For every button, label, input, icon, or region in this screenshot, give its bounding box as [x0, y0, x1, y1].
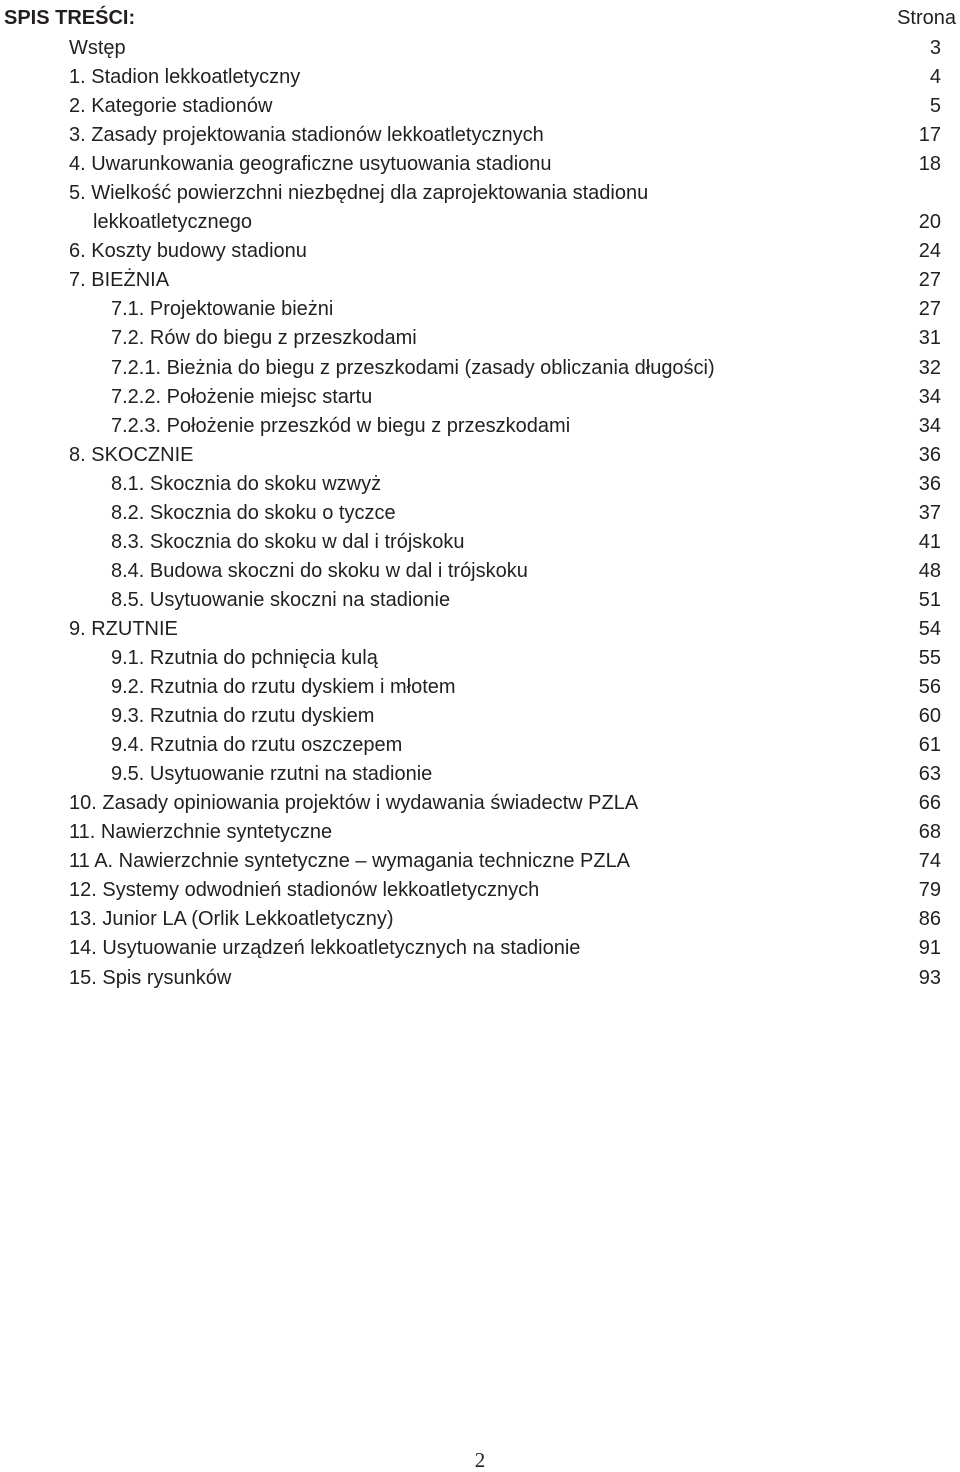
toc-entry[interactable] [0, 557, 960, 586]
toc-entry-label: 8.3. Skocznia do skoku w dal i trójskoku [111, 530, 465, 553]
toc-entry-page: 5 [929, 95, 941, 118]
toc-entry-page: 66 [918, 792, 941, 815]
toc-entry-label: 11 A. Nawierzchnie syntetyczne – wymagania techniczne PZLA [69, 850, 631, 873]
toc-entry[interactable] [0, 615, 960, 644]
toc-entry-label: 15. Spis rysunków [69, 966, 232, 989]
toc-entry-label: 14. Usytuowanie urządzeń lekkoatletycznych na stadionie [69, 937, 581, 960]
toc-entry[interactable] [0, 121, 960, 150]
toc-entry-page: 17 [918, 124, 941, 147]
toc-entry-page: 74 [918, 850, 941, 873]
toc-entry-label: 8.5. Usytuowanie skoczni na stadionie [111, 588, 451, 611]
toc-entry[interactable] [0, 673, 960, 702]
toc-entry-page: 34 [918, 385, 941, 408]
toc-entry[interactable] [0, 179, 960, 208]
toc-entry-page: 27 [918, 269, 941, 292]
toc-entry-label: 7.2. Rów do biegu z przeszkodami [111, 327, 417, 350]
toc-entry-label: 9.1. Rzutnia do pchnięcia kulą [111, 646, 378, 669]
toc-entry-label: 10. Zasady opiniowania projektów i wydawania świadectw PZLA [69, 792, 639, 815]
toc-title: SPIS TREŚCI: [4, 7, 136, 29]
toc-entry-page: 36 [918, 472, 941, 495]
toc-entry-label: 9.3. Rzutnia do rzutu dyskiem [111, 705, 375, 728]
toc-entry-label: 2. Kategorie stadionów [69, 95, 273, 118]
toc-entry-page: 55 [918, 646, 941, 669]
toc-entry-label: 4. Uwarunkowania geograficzne usytuowania stadionu [69, 153, 552, 176]
toc-entry-label: 7.2.2. Położenie miejsc startu [111, 385, 373, 408]
toc-entry-label: 9.4. Rzutnia do rzutu oszczepem [111, 734, 403, 757]
toc-entry[interactable] [0, 92, 960, 121]
toc-entry-label: 12. Systemy odwodnień stadionów lekkoatletycznych [69, 879, 540, 902]
toc-entry-page: 20 [918, 211, 941, 234]
toc-entry[interactable] [0, 964, 960, 993]
toc-entry-page: 93 [918, 966, 941, 989]
toc-entry-page: 3 [929, 37, 941, 59]
toc-entry[interactable] [0, 208, 960, 237]
toc-entry-label: 7.1. Projektowanie bieżni [111, 298, 334, 321]
toc-entry[interactable] [0, 644, 960, 673]
toc-entry-page: 34 [918, 414, 941, 437]
toc-entry[interactable] [0, 150, 960, 179]
toc-entry-page: 36 [918, 443, 941, 466]
toc-entry-page: 4 [929, 66, 941, 89]
toc-entry[interactable] [0, 499, 960, 528]
page-number: 2 [474, 1448, 486, 1472]
toc-entry-page: 31 [918, 327, 941, 350]
toc-entry-page: 56 [918, 676, 941, 699]
toc-entry-label: 9.5. Usytuowanie rzutni na stadionie [111, 763, 433, 786]
toc-entry[interactable] [0, 266, 960, 295]
toc-entry-page: 32 [918, 356, 941, 379]
toc-entry-label: 6. Koszty budowy stadionu [69, 240, 307, 263]
toc-entry-page: 27 [918, 298, 941, 321]
toc-entry[interactable] [0, 34, 960, 63]
toc-entry[interactable] [0, 586, 960, 615]
toc-entry-label: 5. Wielkość powierzchni niezbędnej dla zaprojektowania stadionu [69, 182, 649, 205]
toc-entry[interactable] [0, 324, 960, 353]
toc-entry[interactable] [0, 876, 960, 905]
toc-entry[interactable] [0, 383, 960, 412]
toc-entry[interactable] [0, 470, 960, 499]
toc-entry-page: 24 [918, 240, 941, 263]
toc-entry[interactable] [0, 789, 960, 818]
toc-entry[interactable] [0, 905, 960, 934]
toc-entry-label: 7. BIEŻNIA [69, 269, 170, 292]
toc-entry-page: 51 [918, 588, 941, 611]
toc-entry[interactable] [0, 63, 960, 92]
toc-entry[interactable] [0, 441, 960, 470]
toc-entry-page: 63 [918, 763, 941, 786]
toc-entry-label: 3. Zasady projektowania stadionów lekkoatletycznych [69, 124, 544, 147]
toc-entry-label: 1. Stadion lekkoatletyczny [69, 66, 301, 89]
toc-entry-label: 8.4. Budowa skoczni do skoku w dal i trójskoku [111, 559, 528, 582]
toc-entry-label: 8.2. Skocznia do skoku o tyczce [111, 501, 396, 524]
toc-entry-label: 8. SKOCZNIE [69, 443, 194, 466]
toc-entry[interactable] [0, 760, 960, 789]
toc-entry-page: 48 [918, 559, 941, 582]
toc-entry-page: 18 [918, 153, 941, 176]
toc-entry-label: 8.1. Skocznia do skoku wzwyż [111, 472, 382, 495]
toc-entry-page: 54 [918, 617, 941, 640]
toc-entry-page: 91 [918, 937, 941, 960]
toc-entry[interactable] [0, 934, 960, 963]
toc-entry-page: 41 [918, 530, 941, 553]
toc-entry[interactable] [0, 528, 960, 557]
toc-entry[interactable] [0, 295, 960, 324]
page-column-heading: Strona [897, 7, 956, 29]
toc-list [0, 34, 960, 993]
toc-entry[interactable] [0, 354, 960, 383]
toc-entry[interactable] [0, 731, 960, 760]
toc-entry-label: 7.2.3. Położenie przeszkód w biegu z przeszkodami [111, 414, 571, 437]
toc-entry-label: 11. Nawierzchnie syntetyczne [69, 821, 333, 844]
toc-entry-label: Wstęp [69, 37, 126, 59]
toc-entry-label: 13. Junior LA (Orlik Lekkoatletyczny) [69, 908, 394, 931]
toc-entry[interactable] [0, 412, 960, 441]
toc-entry-label: lekkoatletycznego [93, 211, 252, 234]
toc-entry-page: 86 [918, 908, 941, 931]
toc-entry-page: 37 [918, 501, 941, 524]
toc-entry-label: 9.2. Rzutnia do rzutu dyskiem i młotem [111, 676, 456, 699]
toc-entry-page: 61 [918, 734, 941, 757]
toc-entry-label: 7.2.1. Bieżnia do biegu z przeszkodami (zasady obliczania długości) [111, 356, 715, 379]
toc-entry[interactable] [0, 847, 960, 876]
toc-header [0, 5, 960, 31]
toc-entry-label: 9. RZUTNIE [69, 617, 178, 640]
toc-entry[interactable] [0, 702, 960, 731]
toc-entry[interactable] [0, 237, 960, 266]
toc-entry[interactable] [0, 818, 960, 847]
toc-entry-page: 79 [918, 879, 941, 902]
toc-entry-page: 60 [918, 705, 941, 728]
toc-entry-page: 68 [918, 821, 941, 844]
